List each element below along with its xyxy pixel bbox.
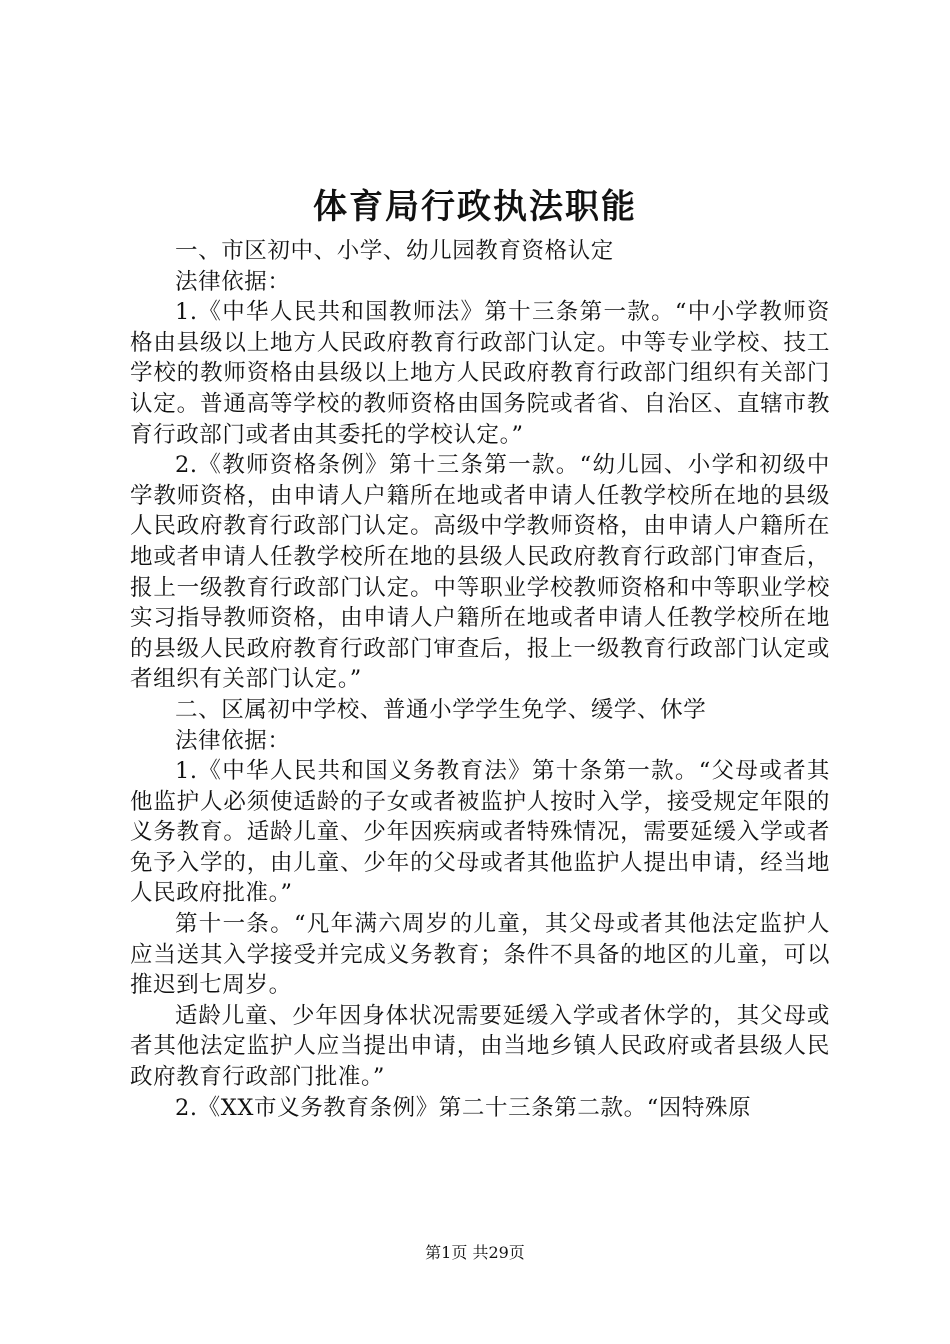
page-title: 体育局行政执法职能 <box>313 187 637 227</box>
page-footer: 第1页 共29页 <box>425 1243 525 1262</box>
section-heading-1: 一、市区初中、小学、幼儿园教育资格认定 <box>175 238 614 264</box>
paragraph-deferral: 适龄儿童、少年因身体状况需要延缓入学或者休学的，其父母或者其他法定监护人应当提出申请，由当地乡镇人民政府或者县级人民政府教育行政部门批准。” <box>130 1002 830 1091</box>
legal-basis-label-1: 法律依据： <box>175 268 291 295</box>
paragraph-teacher-regulation: 2.《教师资格条例》第十三条第一款。“幼儿园、小学和初级中学教师资格，由申请人户籍所在地或者申请人任教学校所在地的县级人民政府教育行政部门认定。高级中学教师资格，由申请人户籍所在地或者申请人任教学校所在地的县级人民政府教育行政部门审查后，报上一级教育行政部门认定。中等职业学校教师资格和中等职业学校实习指导教师资格，由申请人户籍所在地或者申请人任教学校所在地的县级人民政府教育行政部门审查后，报上一级教育行政部门认定或者组织有关部门认定。” <box>130 452 830 693</box>
paragraph-compulsory-education-law: 1.《中华人民共和国义务教育法》第十条第一款。“父母或者其他监护人必须使适龄的子女或者被监护人按时入学，接受规定年限的义务教育。适龄儿童、少年因疾病或者特殊情况，需要延缓入学或者免予入学的，由儿童、少年的父母或者其他监护人提出申请，经当地人民政府批准。” <box>130 758 830 907</box>
paragraph-city-regulation: 2.《XX市义务教育条例》第二十三条第二款。“因特殊原 <box>175 1094 752 1121</box>
paragraph-article-eleven: 第十一条。“凡年满六周岁的儿童，其父母或者其他法定监护人应当送其入学接受并完成义务教育；条件不具备的地区的儿童，可以推迟到七周岁。 <box>130 911 830 999</box>
document-body <box>130 236 830 1123</box>
section-heading-2: 二、区属初中学校、普通小学学生免学、缓学、休学 <box>175 696 707 723</box>
paragraph-teacher-law: 1.《中华人民共和国教师法》第十三条第一款。“中小学教师资格由县级以上地方人民政府教育行政部门认定。中等专业学校、技工学校的教师资格由县级以上地方人民政府教育行政部门组织有关部门认定。普通高等学校的教师资格由国务院或者省、自治区、直辖市教育行政部门或者由其委托的学校认定。” <box>130 299 830 448</box>
legal-basis-label-2: 法律依据： <box>175 727 291 754</box>
